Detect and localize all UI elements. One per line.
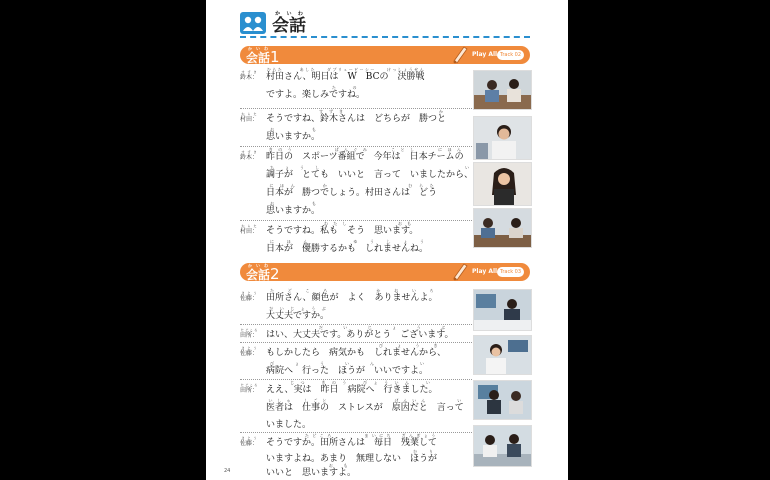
- section-1-title: 会話かいわ 1: [246, 46, 280, 66]
- conversation-photo: [473, 70, 532, 110]
- dialog-line: 村田さん、明日は W BCの 決勝戦むらた あした ダブリュービーシー けっしょうせん: [266, 67, 425, 82]
- speaker-label: 村田：むらた: [240, 224, 259, 235]
- dialog-line: 思いますか。おも: [266, 201, 321, 216]
- dialog-line: 日本が 優勝するかも しれませんね。にほん ゆうしょう: [266, 239, 429, 254]
- speaker-label: 鈴木：すずき: [240, 70, 259, 81]
- dialog-line: そうですね。私も そう 思います。 わたし おも: [266, 221, 414, 236]
- conversation-photo: [473, 116, 532, 160]
- dialog-line: そうですね、鈴木さんは どちらが 勝つと すずき か: [266, 109, 447, 124]
- speaker-label: 村田：むらた: [240, 112, 259, 123]
- speaker-label: 佐藤：さとう: [240, 346, 259, 357]
- dialog-line: いました。: [266, 420, 312, 430]
- conversation-photo: [473, 380, 532, 420]
- textbook-page: [206, 0, 568, 480]
- dialog-line: 日本が 勝つでしょう。村田さんは どうにほん か むらた: [266, 183, 438, 198]
- page-title: 会話かいわ: [272, 11, 306, 36]
- dialog-line: ですよ。楽しみですね。 たの: [266, 85, 361, 100]
- track-badge: Track 03: [497, 267, 524, 277]
- speaker-label: 田所：たどころ: [240, 328, 259, 339]
- track-badge: Track 02: [497, 50, 524, 60]
- page-number: 24: [224, 468, 231, 474]
- pen-icon: [450, 43, 470, 65]
- dialog-line: はい、大丈夫です。ありがとう ございます。 だいじょうぶ: [266, 325, 450, 340]
- dialog-line: もしかしたら 病気かも しれませんから、 びょうき: [266, 343, 442, 358]
- pen-icon: [450, 260, 470, 282]
- dialog-line: 調子が とても いいと 言って いましたから、ちょうし い: [266, 165, 474, 180]
- header-rule: [240, 36, 530, 38]
- section-2-title: 会話かいわ 2: [246, 263, 280, 283]
- dialog-line: 思いますか。おも: [266, 127, 321, 142]
- conversation-photo: [473, 335, 532, 375]
- dialog-line: 田所さん、顔色が よく ありませんよ。たどころ かおいろ: [266, 288, 438, 303]
- conversation-photo: [473, 162, 532, 206]
- page-header: [240, 10, 530, 36]
- dialog-line: 大丈夫ですか。だいじょうぶ: [266, 306, 330, 321]
- section-1-bar: [240, 46, 530, 64]
- dialog-line: 昨日の スポーツ番組で 今年は 日本チームのきのう ばんぐみ ことし にほん: [266, 147, 464, 162]
- speaker-label: 田所：たどころ: [240, 383, 259, 394]
- dialog-line: 病院へ 行った ほうが いいですよ。びょういん い: [266, 361, 429, 376]
- conversation-photo: [473, 289, 532, 331]
- speaker-label: 佐藤：さとう: [240, 436, 259, 447]
- play-all-button[interactable]: Play All: [472, 268, 498, 275]
- dialog-line: 医者は 仕事の ストレスが 原因だと 言っていしゃ しごと げんいん い: [266, 398, 464, 413]
- dialog-line: ええ、実は 昨日 病院へ 行きました。 じつ きのう びょういん い: [266, 380, 434, 395]
- dialog-line: いますよね。あまり 無理しない ほうが むり: [266, 449, 438, 464]
- section-2-bar: [240, 263, 530, 281]
- conversation-photo: [473, 208, 532, 248]
- speaker-label: 鈴木：すずき: [240, 150, 259, 161]
- dialog-line: そうですか。田所さんは 毎日 残業して たどころ まいにち ざんぎょう: [266, 433, 438, 448]
- conversation-photo: [473, 425, 532, 467]
- people-icon: [240, 12, 266, 34]
- speaker-label: 佐藤：さとう: [240, 291, 259, 302]
- dialog-line: いいと 思いますよ。 おも: [266, 463, 352, 478]
- play-all-button[interactable]: Play All: [472, 51, 498, 58]
